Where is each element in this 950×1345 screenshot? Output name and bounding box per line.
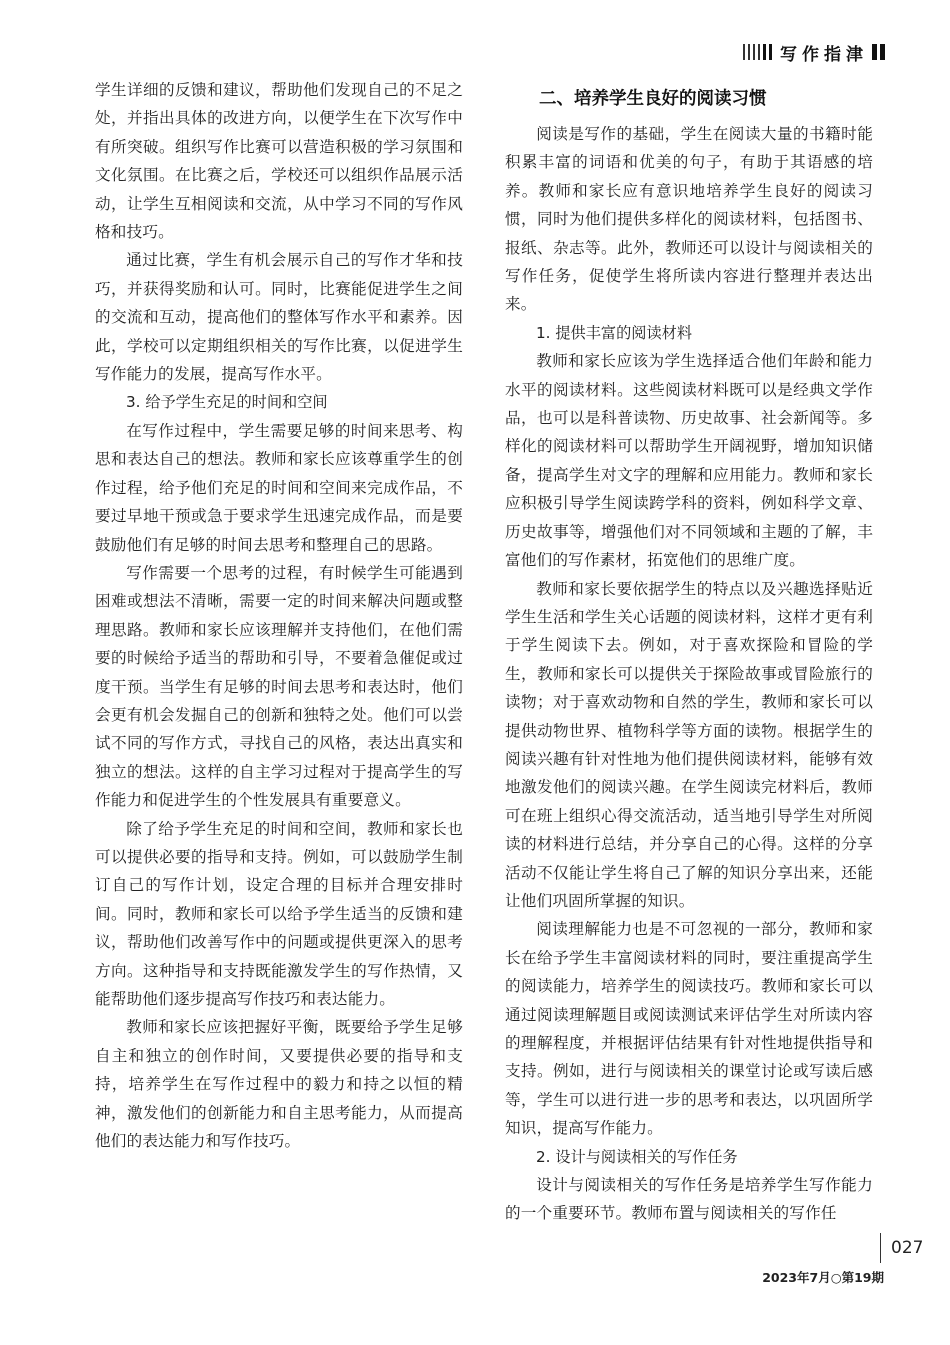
page-number: 027: [880, 1233, 950, 1263]
right-column: [505, 84, 873, 1228]
header-stripes-decoration: [743, 44, 772, 60]
section-heading: 二、培养学生良好的阅读习惯: [539, 89, 767, 109]
running-header: [743, 40, 885, 64]
subheading: 3. 给予学生充足的时间和空间: [126, 393, 328, 412]
paragraph: 教师和家长要依据学生的特点以及兴趣选择贴近学生生活和学生关心话题的阅读材料，这样才更有利于学生阅读下去。例如，对于喜欢探险和冒险的学生，教师和家长可以提供关于探险故事或冒险旅行的读物；对于喜欢动物和自然的学生，教师和家长可以提供动物世界、植物科学等方面的读物。根据学生的阅读兴趣有针对性地为他们提供阅读材料，能够有效地激发他们的阅读兴趣。在学生阅读完材料后，教师可在班上组织心得交流活动，适当地引导学生对所阅读的材料进行总结，并分享自己的心得。这样的分享活动不仅能让学生将自己了解的知识分享出来，还能让他们巩固所掌握的知识。: [505, 579, 873, 910]
paragraph: 写作需要一个思考的过程，有时候学生可能遇到困难或想法不清晰，需要一定的时间来解决问题或整理思路。教师和家长应该理解并支持他们，在他们需要的时候给予适当的帮助和引导，不要着急催促或过度干预。当学生有足够的时间去思考和表达时，他们会更有机会发掘自己的创新和独特之处。他们可以尝试不同的写作方式，寻找自己的风格，表达出真实和独立的想法。这样的自主学习过程对于提高学生的写作能力和促进学生的个性发展具有重要意义。: [95, 563, 463, 810]
paragraph: 教师和家长应该为学生选择适合他们年龄和能力水平的阅读材料。这些阅读材料既可以是经典文学作品，也可以是科普读物、历史故事、社会新闻等。多样化的阅读材料可以帮助学生开阔视野，增加知识储备，提高学生对文字的理解和应用能力。教师和家长应积极引导学生阅读跨学科的资料，例如科学文章、历史故事等，增强他们对不同领域和主题的了解，丰富他们的写作素材，拓宽他们的思维广度。: [505, 352, 873, 570]
left-column: [95, 76, 463, 1155]
header-end-bars-decoration: [872, 44, 885, 60]
paragraph: 除了给予学生充足的时间和空间，教师和家长也可以提供必要的指导和支持。例如，可以鼓励学生制订自己的写作计划，设定合理的目标并合理安排时间。同时，教师和家长可以给予学生适当的反馈和建议，帮助他们改善写作中的问题或提供更深入的思考方向。这种指导和支持既能激发学生的写作热情，又能帮助他们逐步提高写作技巧和表达能力。: [95, 819, 463, 1008]
paragraph: 教师和家长应该把握好平衡，既要给予学生足够自主和独立的创作时间，又要提供必要的指导和支持，培养学生在写作过程中的毅力和持之以恒的精神，激发他们的创新能力和自主思考能力，从而提高他们的表达能力和写作技巧。: [95, 1018, 463, 1151]
subheading: 1. 提供丰富的阅读材料: [536, 323, 693, 342]
subheading: 2. 设计与阅读相关的写作任务: [536, 1147, 738, 1166]
paragraph: 设计与阅读相关的写作任务是培养学生写作能力的一个重要环节。教师布置与阅读相关的写作任: [505, 1176, 873, 1223]
paragraph: 阅读是写作的基础，学生在阅读大量的书籍时能积累丰富的词语和优美的句子，有助于其语感的培养。教师和家长应有意识地培养学生良好的阅读习惯，同时为他们提供多样化的阅读材料，包括图书、报纸、杂志等。此外，教师还可以设计与阅读相关的写作任务，促使学生将所读内容进行整理并表达出来。: [505, 125, 873, 314]
issue-label: 2023年7月○第19期: [762, 1270, 884, 1285]
paragraph: 通过比赛，学生有机会展示自己的写作才华和技巧，并获得奖励和认可。同时，比赛能促进学生之间的交流和互动，提高他们的整体写作水平和素养。因此，学校可以定期组织相关的写作比赛，以促进学生写作能力的发展，提高写作水平。: [95, 251, 463, 384]
paragraph: 阅读理解能力也是不可忽视的一部分，教师和家长在给予学生丰富阅读材料的同时，要注重提高学生的阅读能力，培养学生的阅读技巧。教师和家长可以通过阅读理解题目或阅读测试来评估学生对所读内容的理解程度，并根据评估结果有针对性地提供指导和支持。例如，进行与阅读相关的课堂讨论或写读后感等，学生可以进行进一步的思考和表达，以巩固所学知识，提高写作能力。: [505, 920, 873, 1138]
section-title: 写作指津: [780, 44, 868, 65]
paragraph: 学生详细的反馈和建议，帮助他们发现自己的不足之处，并指出具体的改进方向，以便学生在下次写作中有所突破。组织写作比赛可以营造积极的学习氛围和文化氛围。在比赛之后，学校还可以组织作品展示活动，让学生互相阅读和交流，从中学习不同的写作风格和技巧。: [95, 81, 463, 242]
paragraph: 在写作过程中，学生需要足够的时间来思考、构思和表达自己的想法。教师和家长应该尊重学生的创作过程，给予他们充足的时间和空间来完成作品，不要过早地干预或急于要求学生迅速完成作品，而是要鼓励他们有足够的时间去思考和整理自己的思路。: [95, 421, 463, 554]
